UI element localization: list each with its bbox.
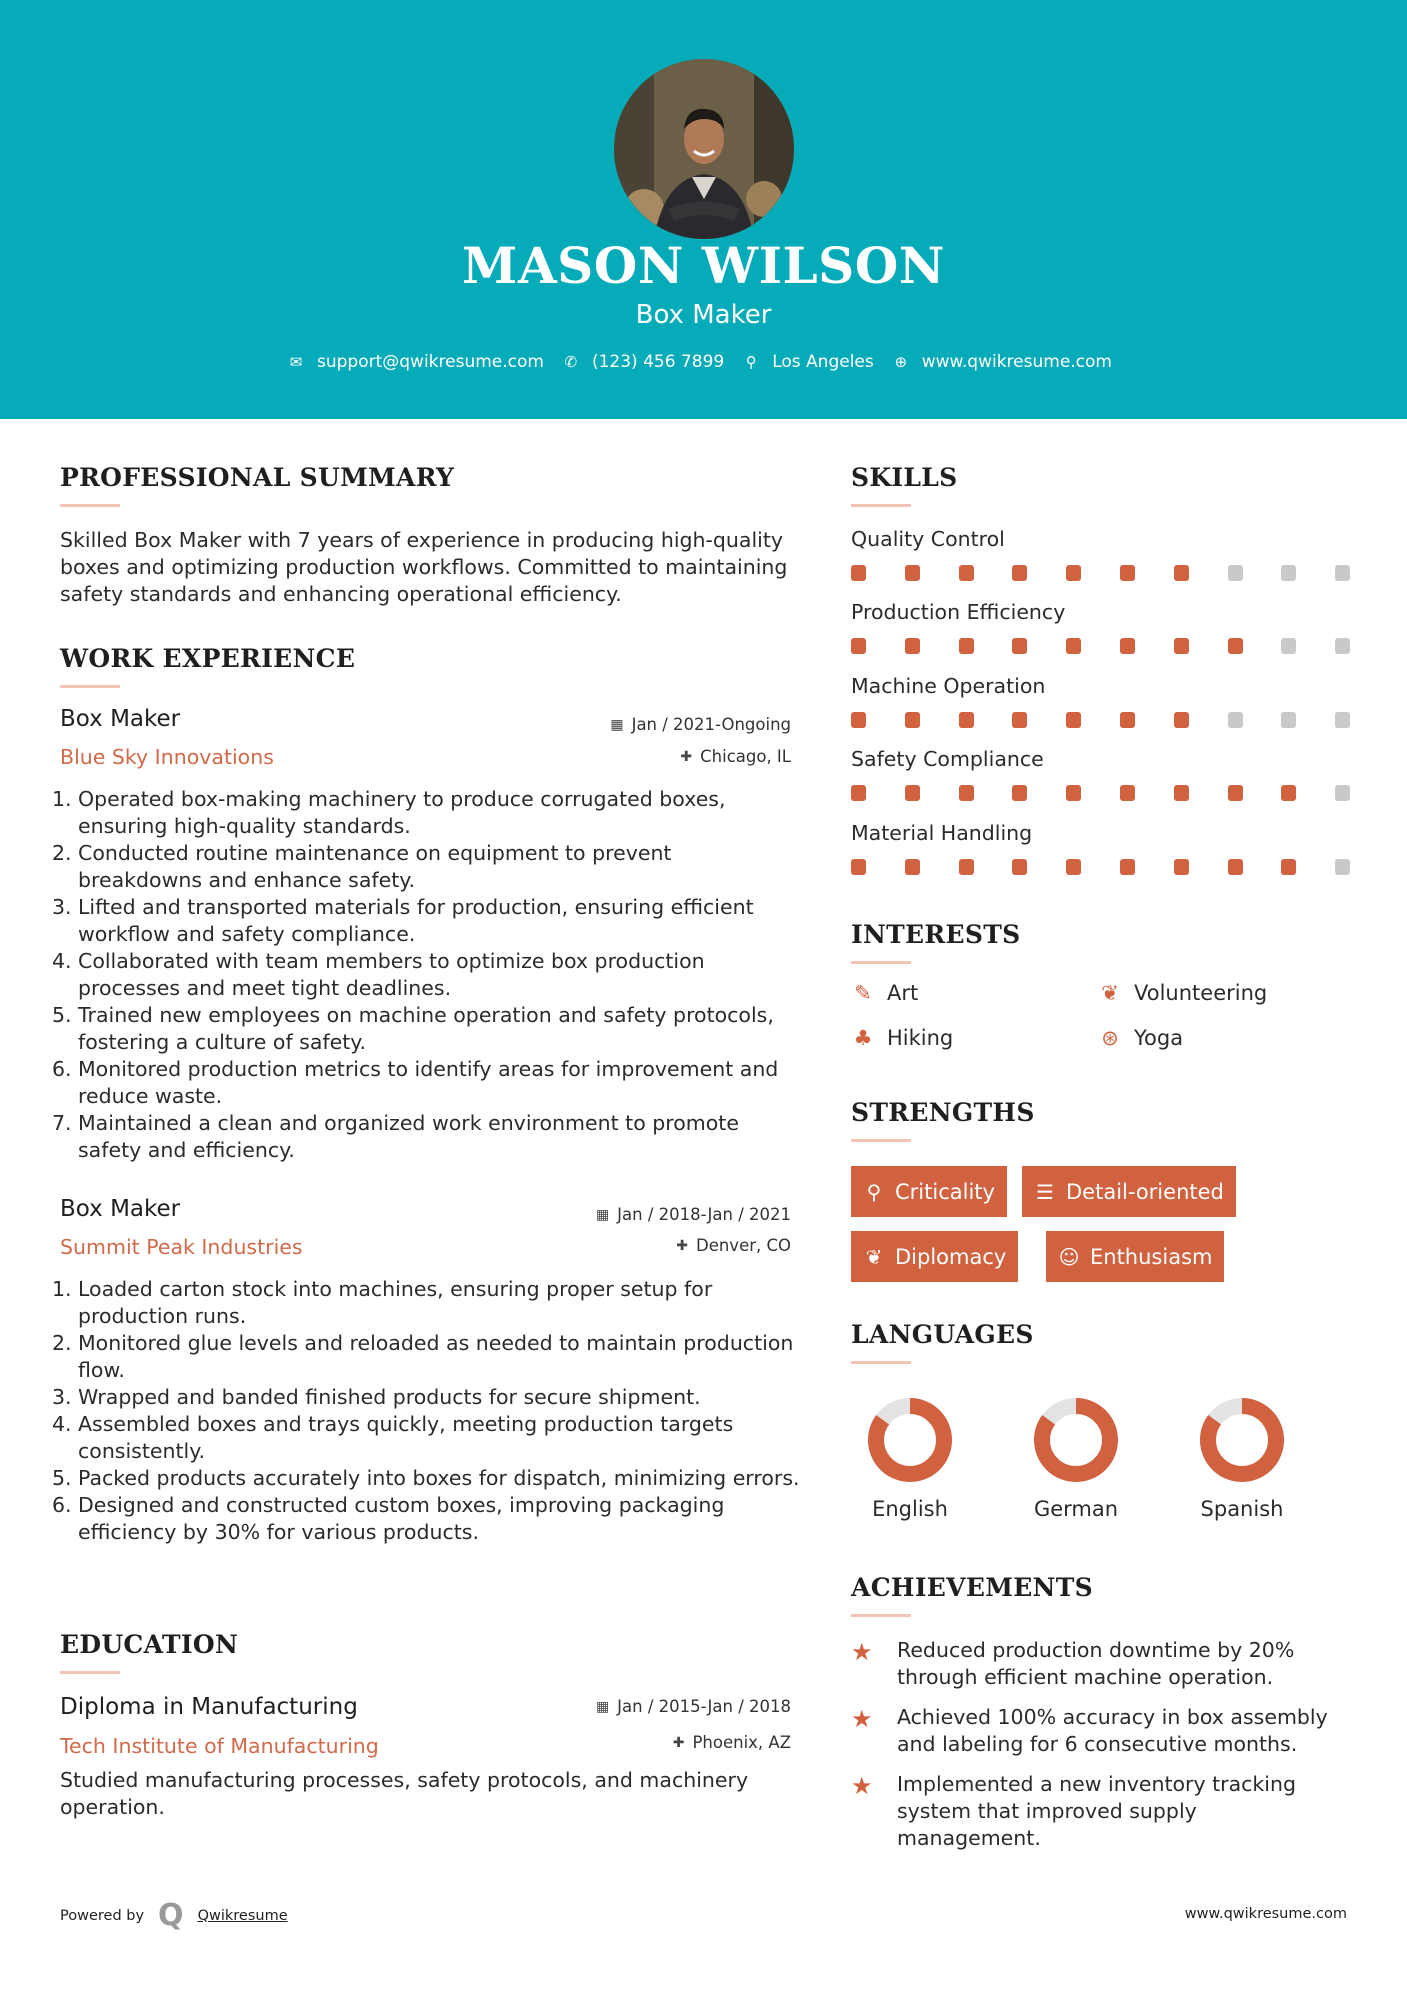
list-item: 4. Collaborated with team members to optimize box production processes and meet tight deadlines. [52, 949, 705, 1000]
contact-email[interactable] [287, 352, 544, 372]
list-item: 2. Monitored glue levels and reloaded as needed to maintain production flow. [52, 1331, 794, 1382]
interest-item [851, 1026, 953, 1050]
language-item [1016, 1395, 1136, 1521]
skill-dot-filled [1066, 638, 1081, 654]
footer-powered-by [60, 1898, 288, 1933]
skill-dot-filled [1120, 859, 1135, 875]
candidate-name: MASON WILSON [462, 236, 945, 295]
skill-name: Quality Control [851, 527, 1005, 551]
experience-rule [60, 685, 120, 688]
achievement-text: Reduced production downtime by 20% through efficient machine operation. [897, 1638, 1295, 1689]
skill-dot-filled [1174, 785, 1189, 801]
language-name: Spanish [1200, 1497, 1284, 1521]
handshake-icon: ❦ [865, 1244, 883, 1269]
profile-photo [614, 59, 794, 239]
strengths-heading: STRENGTHS [851, 1098, 1035, 1127]
list-item: 3. Wrapped and banded finished products for secure shipment. [52, 1385, 701, 1409]
paintbrush-icon: ✎ [854, 981, 872, 1005]
skill-dot-filled [851, 859, 866, 875]
skill-dot-filled [1012, 712, 1027, 728]
star-icon: ★ [851, 1705, 873, 1733]
calendar-icon: ▦ [610, 716, 624, 733]
achievements-rule [851, 1614, 911, 1617]
skill-rating [851, 785, 1351, 801]
summary-heading: PROFESSIONAL SUMMARY [60, 463, 455, 492]
search-icon: ⚲ [866, 1179, 882, 1204]
skill-dot-filled [1228, 638, 1243, 654]
skill-dot-empty [1281, 712, 1296, 728]
list-icon: ☰ [1036, 1179, 1054, 1204]
skill-dot-filled [851, 565, 866, 581]
skill-dot-filled [1066, 859, 1081, 875]
strength-tag [1022, 1166, 1236, 1217]
education-location [673, 1733, 791, 1752]
education-description: Studied manufacturing processes, safety protocols, and machinery operation. [60, 1768, 749, 1819]
footer-url[interactable]: www.qwikresume.com [1184, 1906, 1347, 1922]
skill-dot-empty [1335, 712, 1350, 728]
tree-icon: ♣ [853, 1026, 873, 1050]
language-item [1182, 1395, 1302, 1521]
strength-tag [851, 1166, 1007, 1217]
strength-tag [851, 1231, 1018, 1282]
skill-rating [851, 638, 1351, 654]
interest-item [1098, 1026, 1183, 1050]
job-dates [596, 1205, 791, 1224]
brand-link[interactable]: Qwikresume [197, 1907, 288, 1924]
skill-dot-empty [1335, 859, 1350, 875]
skill-dot-filled [851, 785, 866, 801]
skill-dot-filled [1012, 638, 1027, 654]
list-item: 5. Trained new employees on machine operation and safety protocols, fostering a culture of safety. [52, 1003, 774, 1054]
map-pin-icon: ⚲ [745, 353, 757, 371]
handshake-icon: ❦ [1101, 981, 1119, 1005]
skill-dot-empty [1228, 565, 1243, 581]
skill-dot-filled [905, 859, 920, 875]
education-heading: EDUCATION [60, 1630, 239, 1659]
skill-dot-filled [1174, 712, 1189, 728]
education-rule [60, 1671, 120, 1674]
skill-name: Machine Operation [851, 674, 1046, 698]
strength-label: Criticality [895, 1179, 995, 1204]
skills-heading: SKILLS [851, 463, 958, 492]
list-item: 1. Operated box-making machinery to produce corrugated boxes, ensuring high-quality standards. [52, 787, 726, 838]
candidate-role: Box Maker [635, 300, 772, 330]
job-location-text: Chicago, IL [700, 747, 791, 766]
header-banner [0, 0, 1407, 419]
job-company: Blue Sky Innovations [60, 745, 274, 769]
job-dates-text: Jan / 2021-Ongoing [631, 715, 791, 734]
skill-dot-empty [1281, 565, 1296, 581]
strength-label: Detail-oriented [1066, 1179, 1224, 1204]
list-item: 1. Loaded carton stock into machines, ensuring proper setup for production runs. [52, 1277, 713, 1328]
education-location-text: Phoenix, AZ [692, 1733, 791, 1752]
job-title: Box Maker [60, 706, 181, 732]
job-location-text: Denver, CO [695, 1236, 791, 1255]
skill-dot-filled [959, 565, 974, 581]
star-icon: ★ [851, 1638, 873, 1666]
language-donut [1197, 1395, 1287, 1485]
contact-website[interactable] [892, 352, 1112, 372]
skill-dot-filled [1281, 785, 1296, 801]
skill-dot-filled [1281, 859, 1296, 875]
job-dates [610, 715, 791, 734]
interest-label: Volunteering [1134, 981, 1268, 1005]
skill-dot-filled [1120, 712, 1135, 728]
skill-dot-filled [1120, 565, 1135, 581]
skills-rule [851, 504, 911, 507]
education-dates-text: Jan / 2015-Jan / 2018 [617, 1697, 791, 1716]
calendar-icon: ▦ [595, 1698, 610, 1715]
interest-label: Yoga [1134, 1026, 1184, 1050]
skill-rating [851, 565, 1351, 581]
summary-rule [60, 504, 120, 507]
list-item: 4. Assembled boxes and trays quickly, meeting production targets consistently. [52, 1412, 734, 1463]
job-duties-list [52, 786, 800, 1164]
skill-dot-filled [1228, 785, 1243, 801]
profile-photo-illustration [614, 59, 794, 239]
language-donut [1031, 1395, 1121, 1485]
skill-dot-filled [1012, 785, 1027, 801]
skill-dot-filled [959, 712, 974, 728]
job-location [676, 1236, 791, 1255]
interests-heading: INTERESTS [851, 920, 1021, 949]
skill-name: Safety Compliance [851, 747, 1044, 771]
interests-rule [851, 961, 911, 964]
strength-label: Enthusiasm [1090, 1244, 1213, 1269]
smile-icon: ☺ [1058, 1244, 1080, 1269]
education-degree: Diploma in Manufacturing [60, 1694, 358, 1720]
interest-item [851, 981, 918, 1005]
achievement-item [851, 1704, 1331, 1758]
contact-bar [0, 352, 1407, 372]
powered-by-label: Powered by [60, 1907, 145, 1924]
language-item [850, 1395, 970, 1521]
skill-dot-filled [851, 638, 866, 654]
interest-label: Art [887, 981, 919, 1005]
list-item: 6. Monitored production metrics to identify areas for improvement and reduce waste. [52, 1057, 779, 1108]
language-name: German [1033, 1497, 1119, 1521]
contact-website-text: www.qwikresume.com [921, 352, 1112, 372]
list-item: 5. Packed products accurately into boxes for dispatch, minimizing errors. [52, 1466, 800, 1490]
calendar-icon: ▦ [595, 1206, 610, 1223]
summary-text: Skilled Box Maker with 7 years of experience in producing high-quality boxes and optimizing production workflows. Committed to maintaining safety standards and enhancing operational efficiency. [60, 528, 788, 606]
list-item: 3. Lifted and transported materials for production, ensuring efficient workflow and safety compliance. [52, 895, 754, 946]
experience-heading: WORK EXPERIENCE [60, 644, 356, 673]
skill-dot-filled [1066, 565, 1081, 581]
achievement-item [851, 1637, 1331, 1691]
skill-dot-filled [1066, 785, 1081, 801]
skill-dot-filled [905, 638, 920, 654]
strength-tag [1046, 1231, 1224, 1282]
contact-location [742, 352, 874, 372]
skill-dot-filled [1120, 638, 1135, 654]
contact-email-text: support@qwikresume.com [317, 352, 544, 372]
languages-rule [851, 1361, 911, 1364]
skill-dot-filled [1228, 859, 1243, 875]
list-item: 2. Conducted routine maintenance on equipment to prevent breakdowns and enhance safety. [52, 841, 672, 892]
job-location [680, 747, 791, 766]
skill-dot-filled [959, 785, 974, 801]
skill-dot-filled [905, 785, 920, 801]
skill-rating [851, 859, 1351, 875]
pushpin-icon: ✚ [680, 748, 693, 765]
skill-dot-empty [1335, 638, 1350, 654]
skill-dot-empty [1335, 785, 1350, 801]
achievement-item [851, 1771, 1331, 1852]
language-donut [865, 1395, 955, 1485]
skill-dot-filled [905, 565, 920, 581]
pushpin-icon: ✚ [672, 1734, 685, 1751]
achievement-text: Achieved 100% accuracy in box assembly and labeling for 6 consecutive months. [897, 1705, 1328, 1756]
list-item: 7. Maintained a clean and organized work environment to promote safety and efficiency. [52, 1111, 739, 1162]
list-item: 6. Designed and constructed custom boxes, improving packaging efficiency by 30% for various products. [52, 1493, 725, 1544]
achievements-heading: ACHIEVEMENTS [851, 1573, 1093, 1602]
skill-name: Material Handling [851, 821, 1033, 845]
skill-dot-filled [1174, 859, 1189, 875]
skill-dot-filled [851, 712, 866, 728]
globe-icon: ⊕ [894, 353, 908, 371]
skill-dot-filled [959, 638, 974, 654]
contact-phone[interactable] [562, 352, 724, 372]
languages-heading: LANGUAGES [851, 1320, 1034, 1349]
envelope-icon: ✉ [289, 353, 303, 371]
interest-item [1098, 981, 1267, 1005]
skill-dot-filled [1174, 638, 1189, 654]
skill-dot-empty [1335, 565, 1350, 581]
qwikresume-logo-icon: Q [158, 1898, 184, 1933]
pushpin-icon: ✚ [676, 1237, 688, 1254]
skill-dot-filled [959, 859, 974, 875]
job-title: Box Maker [60, 1196, 181, 1222]
skill-dot-filled [1174, 565, 1189, 581]
star-icon: ★ [851, 1772, 873, 1800]
skill-dot-empty [1228, 712, 1243, 728]
interest-label: Hiking [887, 1026, 954, 1050]
strengths-rule [851, 1139, 911, 1142]
skill-dot-empty [1281, 638, 1296, 654]
phone-icon: ✆ [564, 353, 578, 371]
lifebuoy-icon: ⊛ [1101, 1026, 1119, 1050]
skill-dot-filled [905, 712, 920, 728]
skill-dot-filled [1012, 565, 1027, 581]
job-duties-list [52, 1276, 800, 1546]
skill-dot-filled [1012, 859, 1027, 875]
language-name: English [872, 1497, 948, 1521]
strength-label: Diplomacy [895, 1244, 1007, 1269]
education-school: Tech Institute of Manufacturing [60, 1734, 379, 1758]
contact-phone-text: (123) 456 7899 [591, 352, 725, 372]
job-company: Summit Peak Industries [60, 1235, 303, 1259]
skill-rating [851, 712, 1351, 728]
skill-name: Production Efficiency [851, 600, 1066, 624]
job-dates-text: Jan / 2018-Jan / 2021 [617, 1205, 791, 1224]
skill-dot-filled [1066, 712, 1081, 728]
contact-location-text: Los Angeles [772, 352, 874, 372]
achievement-text: Implemented a new inventory tracking system that improved supply management. [897, 1772, 1297, 1850]
education-dates [596, 1697, 791, 1716]
skill-dot-filled [1120, 785, 1135, 801]
